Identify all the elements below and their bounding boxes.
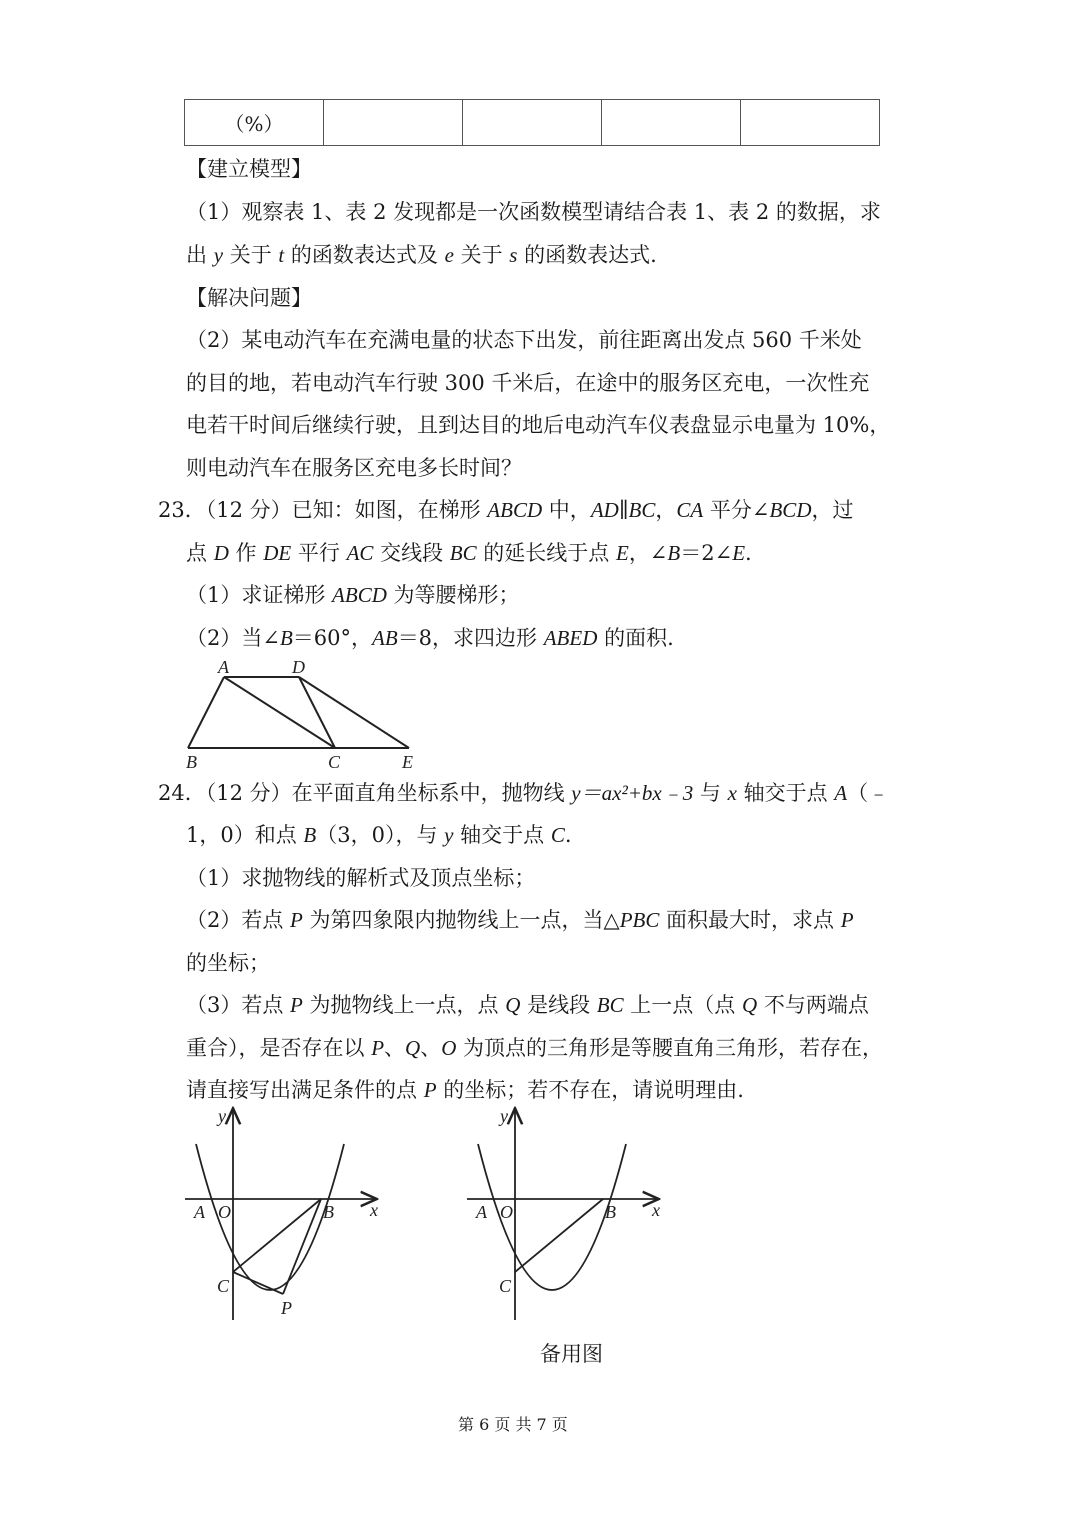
solve-q2-line2: 的目的地，若电动汽车行驶 300 千米后，在途中的服务区充电，一次性充	[186, 371, 870, 395]
q23-part1: （1）求证梯形 ABCD 为等腰梯形；	[186, 583, 520, 607]
label-d: D	[292, 657, 305, 677]
q24-part2-line1: （2）若点 P 为第四象限内抛物线上一点，当△PBC 面积最大时，求点 P	[186, 908, 854, 932]
label-a: A	[194, 1202, 205, 1222]
label-a: A	[476, 1202, 487, 1222]
label-c: C	[328, 752, 341, 772]
model-heading: 【建立模型】	[186, 157, 312, 181]
q23-line1: 23．（12 分）已知：如图，在梯形 ABCD 中，AD∥BC，CA 平分∠BCD，过	[158, 498, 854, 522]
label-c: C	[499, 1276, 512, 1296]
q24-part3-line3: 请直接写出满足条件的点 P 的坐标；若不存在，请说明理由.	[186, 1078, 744, 1102]
data-table-row	[184, 99, 880, 146]
table-cell	[741, 100, 879, 145]
label-a: A	[218, 657, 229, 677]
solve-q2-line1: （2）某电动汽车在充满电量的状态下出发，前往距离出发点 560 千米处	[186, 328, 862, 352]
q23-line2: 点 D 作 DE 平行 AC 交线段 BC 的延长线于点 E，∠B＝2∠E.	[186, 541, 752, 565]
q24-line2: 1，0）和点 B（3，0），与 y 轴交于点 C.	[186, 823, 572, 847]
q24-parabola-figure-1	[180, 1100, 400, 1330]
label-o: O	[218, 1202, 231, 1222]
label-x: x	[652, 1200, 660, 1220]
label-b: B	[605, 1202, 616, 1222]
segment-cp	[233, 1272, 283, 1294]
table-header-cell: （%）	[185, 100, 324, 145]
segment-ac	[224, 677, 335, 748]
q24-part3-line2: 重合），是否存在以 P、Q、O 为顶点的三角形是等腰直角三角形，若存在，	[186, 1036, 884, 1060]
model-q1-line1: （1）观察表 1、表 2 发现都是一次函数模型请结合表 1、表 2 的数据，求	[186, 200, 881, 224]
q24-part2-line2: 的坐标；	[186, 951, 270, 975]
segment-cb	[515, 1199, 603, 1272]
segment-pb	[283, 1199, 321, 1294]
label-y: y	[218, 1106, 226, 1126]
q24-part3-line1: （3）若点 P 为抛物线上一点，点 Q 是线段 BC 上一点（点 Q 不与两端点	[186, 993, 869, 1017]
q24-line1: 24．（12 分）在平面直角坐标系中，抛物线 y＝ax²+bx﹣3 与 x 轴交于点 A（﹣	[158, 781, 890, 805]
solve-q2-line4: 则电动汽车在服务区充电多长时间？	[186, 456, 522, 480]
table-cell	[463, 100, 602, 145]
label-o: O	[500, 1202, 513, 1222]
segment-de	[299, 677, 409, 748]
solve-q2-line3: 电若干时间后继续行驶，且到达目的地后电动汽车仪表盘显示电量为 10%，	[186, 413, 891, 437]
label-c: C	[217, 1276, 230, 1296]
model-q1-line2: 出 y 关于 t 的函数表达式及 e 关于 s 的函数表达式.	[186, 243, 657, 267]
label-b: B	[186, 752, 197, 772]
table-cell	[324, 100, 463, 145]
label-p: P	[281, 1298, 292, 1318]
figure-caption: 备用图	[540, 1342, 603, 1366]
solve-heading: 【解决问题】	[186, 286, 312, 310]
label-y: y	[500, 1106, 508, 1126]
label-e: E	[402, 752, 413, 772]
label-x: x	[370, 1200, 378, 1220]
q24-part1: （1）求抛物线的解析式及顶点坐标；	[186, 866, 536, 890]
table-cell	[602, 100, 741, 145]
q24-parabola-figure-2	[462, 1100, 682, 1330]
page-footer: 第 6 页 共 7 页	[458, 1415, 568, 1434]
q23-part2: （2）当∠B＝60°，AB＝8，求四边形 ABED 的面积.	[186, 626, 674, 650]
segment-ab	[188, 677, 224, 748]
label-b: B	[323, 1202, 334, 1222]
segment-cb	[233, 1199, 321, 1272]
q23-trapezoid-figure	[180, 652, 430, 772]
